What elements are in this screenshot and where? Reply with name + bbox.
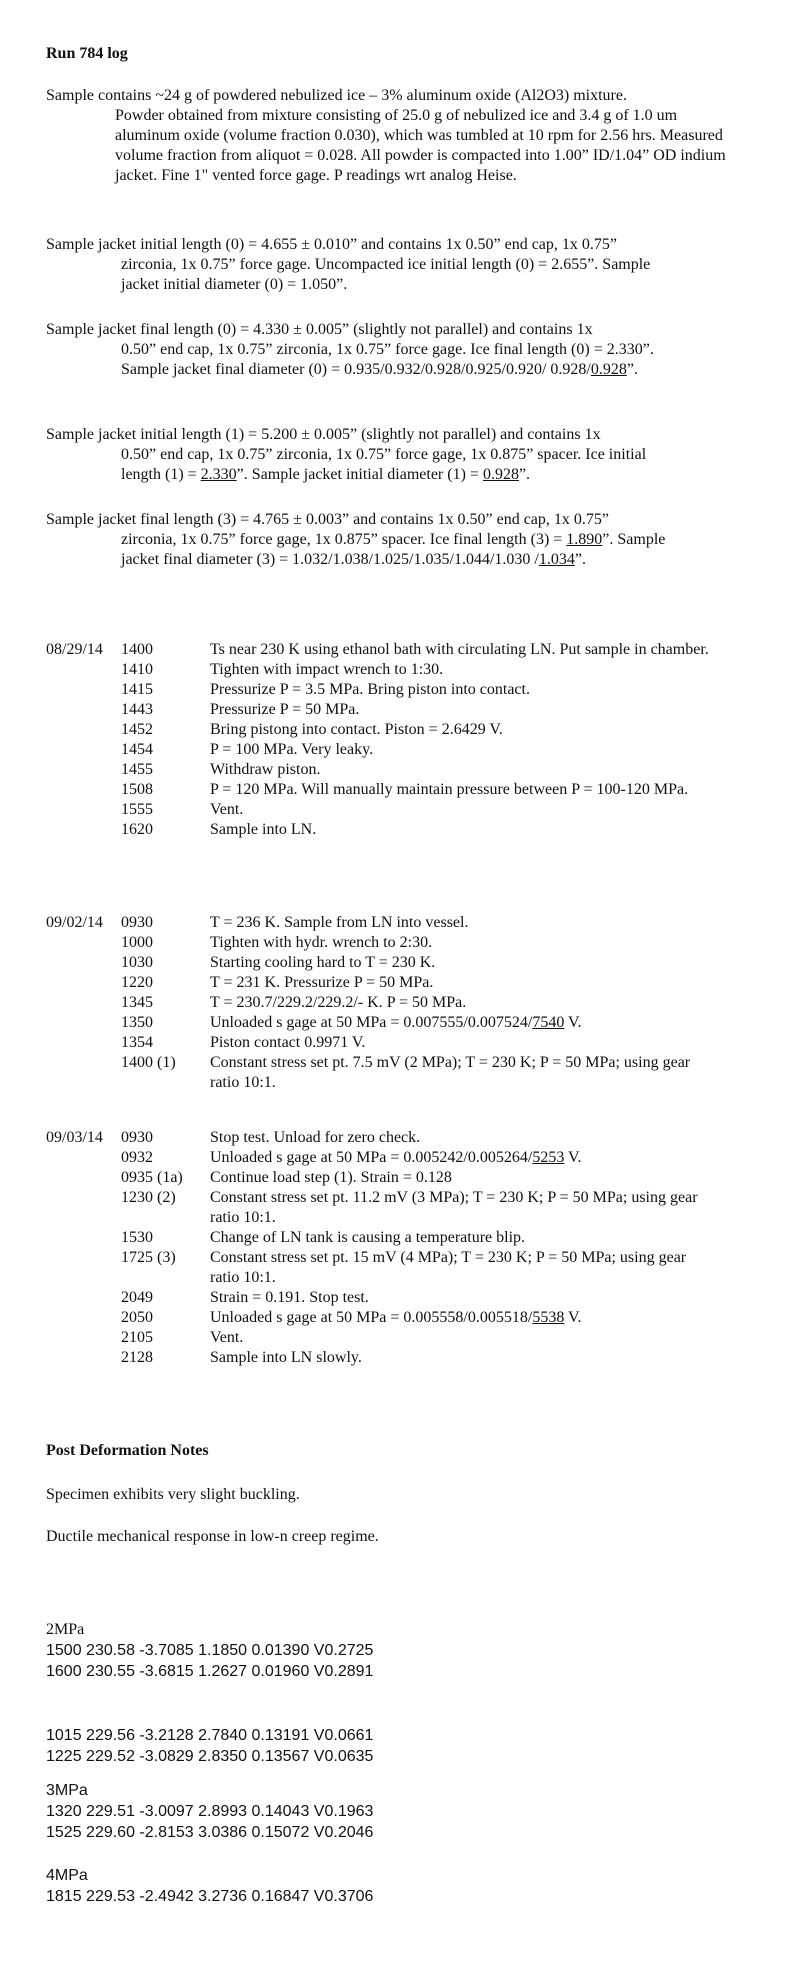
log-time: 1455 bbox=[121, 761, 153, 778]
data-line: 1525 229.60 -2.8153 3.0386 0.15072 V0.2046 bbox=[46, 1824, 374, 1841]
data-line: 1600 230.55 -3.6815 1.2627 0.01960 V0.2891 bbox=[46, 1663, 374, 1680]
log-time: 1345 bbox=[121, 994, 153, 1011]
log-date bbox=[46, 1288, 121, 1308]
jacket-final-3 bbox=[46, 510, 746, 570]
log-description: Pressurize P = 3.5 MPa. Bring piston into contact. bbox=[210, 681, 530, 698]
log-entry bbox=[46, 820, 746, 840]
log-time: 2128 bbox=[121, 1349, 153, 1366]
log-time: 1354 bbox=[121, 1034, 153, 1051]
post-deformation-title: Post Deformation Notes bbox=[46, 1442, 209, 1459]
note-buckling: Specimen exhibits very slight buckling. bbox=[46, 1486, 300, 1503]
log-entry bbox=[46, 760, 746, 780]
log-description: T = 231 K. Pressurize P = 50 MPa. bbox=[210, 974, 434, 991]
text: ”. bbox=[518, 466, 531, 483]
log-description: Continue load step (1). Strain = 0.128 bbox=[210, 1169, 452, 1186]
log-entry bbox=[46, 1013, 746, 1033]
data-line: 1225 229.52 -3.0829 2.8350 0.13567 V0.0635 bbox=[46, 1748, 374, 1765]
paragraph-first-line: Sample jacket final length (3) = 4.765 ± 0.003” and contains 1x 0.50” end cap, 1x 0.75” bbox=[46, 511, 609, 528]
paragraph-first-line: Sample contains ~24 g of powdered nebulized ice – 3% aluminum oxide (Al2O3) mixture. bbox=[46, 87, 627, 104]
log-entry bbox=[46, 1148, 746, 1168]
paragraph-first-line: Sample jacket initial length (0) = 4.655 ± 0.010” and contains 1x 0.50” end cap, 1x 0.75” bbox=[46, 236, 617, 253]
note-ductile: Ductile mechanical response in low-n creep regime. bbox=[46, 1528, 379, 1545]
log-time: 1454 bbox=[121, 741, 153, 758]
log-date bbox=[46, 1053, 121, 1093]
log-description: Strain = 0.191. Stop test. bbox=[210, 1289, 369, 1306]
text: zirconia, 1x 0.75” force gage, 1x 0.875” spacer. Ice final length (3) = bbox=[121, 531, 567, 548]
log-description: Ts near 230 K using ethanol bath with circulating LN. Put sample in chamber. bbox=[210, 641, 709, 658]
log-date bbox=[46, 760, 121, 780]
log-description: Stop test. Unload for zero check. bbox=[210, 1129, 421, 1146]
log-description: Piston contact 0.9971 V. bbox=[210, 1034, 366, 1051]
log-description: Change of LN tank is causing a temperature blip. bbox=[210, 1229, 526, 1246]
paragraph-continuation bbox=[46, 445, 681, 485]
log-date bbox=[46, 800, 121, 820]
sample-description bbox=[46, 86, 746, 186]
log-description: T = 236 K. Sample from LN into vessel. bbox=[210, 914, 469, 931]
paragraph-continuation bbox=[46, 340, 681, 380]
log-entry bbox=[46, 1228, 746, 1248]
data-line: 1015 229.56 -3.2128 2.7840 0.13191 V0.0661 bbox=[46, 1727, 374, 1744]
log-time: 1400 (1) bbox=[121, 1054, 176, 1071]
underlined-value: 5538 bbox=[532, 1309, 565, 1326]
log-description: T = 230.7/229.2/229.2/- K. P = 50 MPa. bbox=[210, 994, 467, 1011]
log-entry bbox=[46, 953, 746, 973]
log-time: 1220 bbox=[121, 974, 153, 991]
log-date bbox=[46, 700, 121, 720]
log-date bbox=[46, 660, 121, 680]
log-date bbox=[46, 1248, 121, 1288]
log-description: Withdraw piston. bbox=[210, 761, 321, 778]
log-description bbox=[210, 1148, 710, 1168]
log-entry bbox=[46, 1128, 746, 1148]
log-date: 08/29/14 bbox=[46, 641, 103, 658]
log-time: 1410 bbox=[121, 661, 153, 678]
log-time: 1030 bbox=[121, 954, 153, 971]
text: Unloaded s gage at 50 MPa = 0.005242/0.005264/ bbox=[210, 1149, 533, 1166]
jacket-final-0 bbox=[46, 320, 746, 380]
log-time: 1620 bbox=[121, 821, 153, 838]
log-time: 1555 bbox=[121, 801, 153, 818]
log-entry bbox=[46, 1288, 746, 1308]
log-time: 1230 (2) bbox=[121, 1189, 176, 1206]
log-date bbox=[46, 820, 121, 840]
log-time: 1350 bbox=[121, 1014, 153, 1031]
log-description: Tighten with hydr. wrench to 2:30. bbox=[210, 934, 433, 951]
log-date bbox=[46, 740, 121, 760]
log-date bbox=[46, 993, 121, 1013]
log-entry bbox=[46, 680, 746, 700]
log-description: Sample into LN slowly. bbox=[210, 1349, 362, 1366]
log-date bbox=[46, 973, 121, 993]
log-time: 1530 bbox=[121, 1229, 153, 1246]
log-time: 0930 bbox=[121, 914, 153, 931]
log-description: Constant stress set pt. 7.5 mV (2 MPa); T = 230 K; P = 50 MPa; using gear ratio 10:1. bbox=[210, 1054, 691, 1091]
log-description: Pressurize P = 50 MPa. bbox=[210, 701, 360, 718]
log-time: 2049 bbox=[121, 1289, 153, 1306]
log-date bbox=[46, 953, 121, 973]
paragraph-continuation bbox=[46, 530, 681, 570]
underlined-value: 5253 bbox=[532, 1149, 565, 1166]
log-entry bbox=[46, 993, 746, 1013]
text: V. bbox=[564, 1149, 582, 1166]
log-description: Tighten with impact wrench to 1:30. bbox=[210, 661, 444, 678]
data-block-3mpa bbox=[46, 1780, 373, 1843]
log-entry bbox=[46, 1188, 746, 1228]
block-label: 2MPa bbox=[46, 1621, 85, 1638]
log-date bbox=[46, 1148, 121, 1168]
data-block-2mpa bbox=[46, 1619, 373, 1682]
log-time: 2050 bbox=[121, 1309, 153, 1326]
text: ”. Sample jacket final diameter (3) = 1.032/1.038/1.025/1.035/1.044/1.030 / bbox=[121, 531, 666, 568]
text: 0.50” end cap, 1x 0.75” zirconia, 1x 0.75” force gage. Ice final length (0) = 2.330”. Sample jacket final diameter (0) = 0.935/0.932/0.928/0.925/0.920/ 0.928/ bbox=[121, 341, 654, 378]
log-date: 09/03/14 bbox=[46, 1129, 103, 1146]
log-description bbox=[210, 1308, 710, 1328]
data-block-2mpa-b bbox=[46, 1725, 373, 1767]
log-time: 1508 bbox=[121, 781, 153, 798]
data-block-4mpa bbox=[46, 1865, 373, 1907]
log-date bbox=[46, 1188, 121, 1228]
jacket-initial-1 bbox=[46, 425, 746, 485]
log-date bbox=[46, 780, 121, 800]
log-description: Starting cooling hard to T = 230 K. bbox=[210, 954, 436, 971]
log-description bbox=[210, 1013, 710, 1033]
log-date bbox=[46, 1033, 121, 1053]
log-entry bbox=[46, 640, 746, 660]
data-line: 1500 230.58 -3.7085 1.1850 0.01390 V0.2725 bbox=[46, 1642, 374, 1659]
underlined-value: 1.890 bbox=[566, 531, 603, 548]
log-date bbox=[46, 1308, 121, 1328]
log-entry bbox=[46, 1168, 746, 1188]
log-entry bbox=[46, 1053, 746, 1093]
log-day-0902 bbox=[46, 913, 746, 1093]
log-date bbox=[46, 1328, 121, 1348]
log-description: Bring pistong into contact. Piston = 2.6429 V. bbox=[210, 721, 503, 738]
log-date bbox=[46, 680, 121, 700]
log-entry bbox=[46, 1033, 746, 1053]
log-time: 0930 bbox=[121, 1129, 153, 1146]
log-day-0829 bbox=[46, 640, 746, 840]
log-date bbox=[46, 933, 121, 953]
log-time: 1400 bbox=[121, 641, 153, 658]
text: V. bbox=[564, 1309, 582, 1326]
paragraph-first-line: Sample jacket initial length (1) = 5.200 ± 0.005” (slightly not parallel) and contains 1x bbox=[46, 426, 601, 443]
log-time: 0932 bbox=[121, 1149, 153, 1166]
underlined-value: 2.330 bbox=[200, 466, 237, 483]
log-entry bbox=[46, 933, 746, 953]
text: ”. bbox=[574, 551, 586, 568]
log-entry bbox=[46, 720, 746, 740]
data-line: 1815 229.53 -2.4942 3.2736 0.16847 V0.3706 bbox=[46, 1888, 374, 1905]
log-description: Vent. bbox=[210, 1329, 244, 1346]
log-entry bbox=[46, 1328, 746, 1348]
block-label: 3MPa bbox=[46, 1782, 88, 1799]
log-date bbox=[46, 1168, 121, 1188]
log-date bbox=[46, 1228, 121, 1248]
log-time: 1443 bbox=[121, 701, 153, 718]
text: V. bbox=[564, 1014, 582, 1031]
log-description: Constant stress set pt. 11.2 mV (3 MPa); T = 230 K; P = 50 MPa; using gear ratio 10:1. bbox=[210, 1189, 698, 1226]
log-entry bbox=[46, 800, 746, 820]
paragraph-first-line: Sample jacket final length (0) = 4.330 ± 0.005” (slightly not parallel) and contains 1x bbox=[46, 321, 593, 338]
log-time: 1000 bbox=[121, 934, 153, 951]
log-date bbox=[46, 1013, 121, 1033]
log-entry bbox=[46, 973, 746, 993]
underlined-value: 1.034 bbox=[538, 551, 575, 568]
log-description: P = 120 MPa. Will manually maintain pressure between P = 100-120 MPa. bbox=[210, 781, 689, 798]
log-time: 2105 bbox=[121, 1329, 153, 1346]
log-entry bbox=[46, 1348, 746, 1368]
data-line: 1320 229.51 -3.0097 2.8993 0.14043 V0.1963 bbox=[46, 1803, 374, 1820]
underlined-value: 7540 bbox=[532, 1014, 565, 1031]
log-description: Constant stress set pt. 15 mV (4 MPa); T = 230 K; P = 50 MPa; using gear ratio 10:1. bbox=[210, 1249, 687, 1286]
text: Unloaded s gage at 50 MPa = 0.007555/0.007524/ bbox=[210, 1014, 533, 1031]
paragraph-continuation: zirconia, 1x 0.75” force gage. Uncompacted ice initial length (0) = 2.655”. Sample jacket initial diameter (0) = 1.050”. bbox=[121, 256, 651, 293]
underlined-value: 0.928 bbox=[482, 466, 519, 483]
log-time: 1415 bbox=[121, 681, 153, 698]
jacket-initial-0 bbox=[46, 235, 746, 295]
text: Unloaded s gage at 50 MPa = 0.005558/0.005518/ bbox=[210, 1309, 533, 1326]
log-time: 0935 (1a) bbox=[121, 1169, 183, 1186]
log-date: 09/02/14 bbox=[46, 914, 103, 931]
log-entry bbox=[46, 1308, 746, 1328]
log-date bbox=[46, 1348, 121, 1368]
log-entry bbox=[46, 1248, 746, 1288]
log-description: P = 100 MPa. Very leaky. bbox=[210, 741, 374, 758]
log-description: Sample into LN. bbox=[210, 821, 317, 838]
log-entry bbox=[46, 913, 746, 933]
block-label: 4MPa bbox=[46, 1867, 88, 1884]
log-entry bbox=[46, 700, 746, 720]
log-entry bbox=[46, 780, 746, 800]
text: ”. bbox=[626, 361, 638, 378]
log-entry bbox=[46, 660, 746, 680]
log-entry bbox=[46, 740, 746, 760]
log-time: 1452 bbox=[121, 721, 153, 738]
log-time: 1725 (3) bbox=[121, 1249, 176, 1266]
log-description: Vent. bbox=[210, 801, 244, 818]
log-date bbox=[46, 720, 121, 740]
paragraph-continuation: Powder obtained from mixture consisting of 25.0 g of nebulized ice and 3.4 g of 1.0 um aluminum oxide (volume fraction 0.030), which was tumbled at 10 rpm for 2.56 hrs. Measured volume fraction from aliquot = 0.028. All powder is compacted into 1.00” ID/1.04” OD indium jacket. Fine 1" vented force gage. P readings wrt analog Heise. bbox=[115, 107, 726, 184]
text: 0.50” end cap, 1x 0.75” zirconia, 1x 0.75” force gage, 1x 0.875” spacer. Ice initial length (1) = bbox=[121, 446, 647, 483]
text: ”. Sample jacket initial diameter (1) = bbox=[236, 466, 483, 483]
log-day-0903 bbox=[46, 1128, 746, 1368]
underlined-value: 0.928 bbox=[590, 361, 627, 378]
document-title: Run 784 log bbox=[46, 45, 128, 62]
